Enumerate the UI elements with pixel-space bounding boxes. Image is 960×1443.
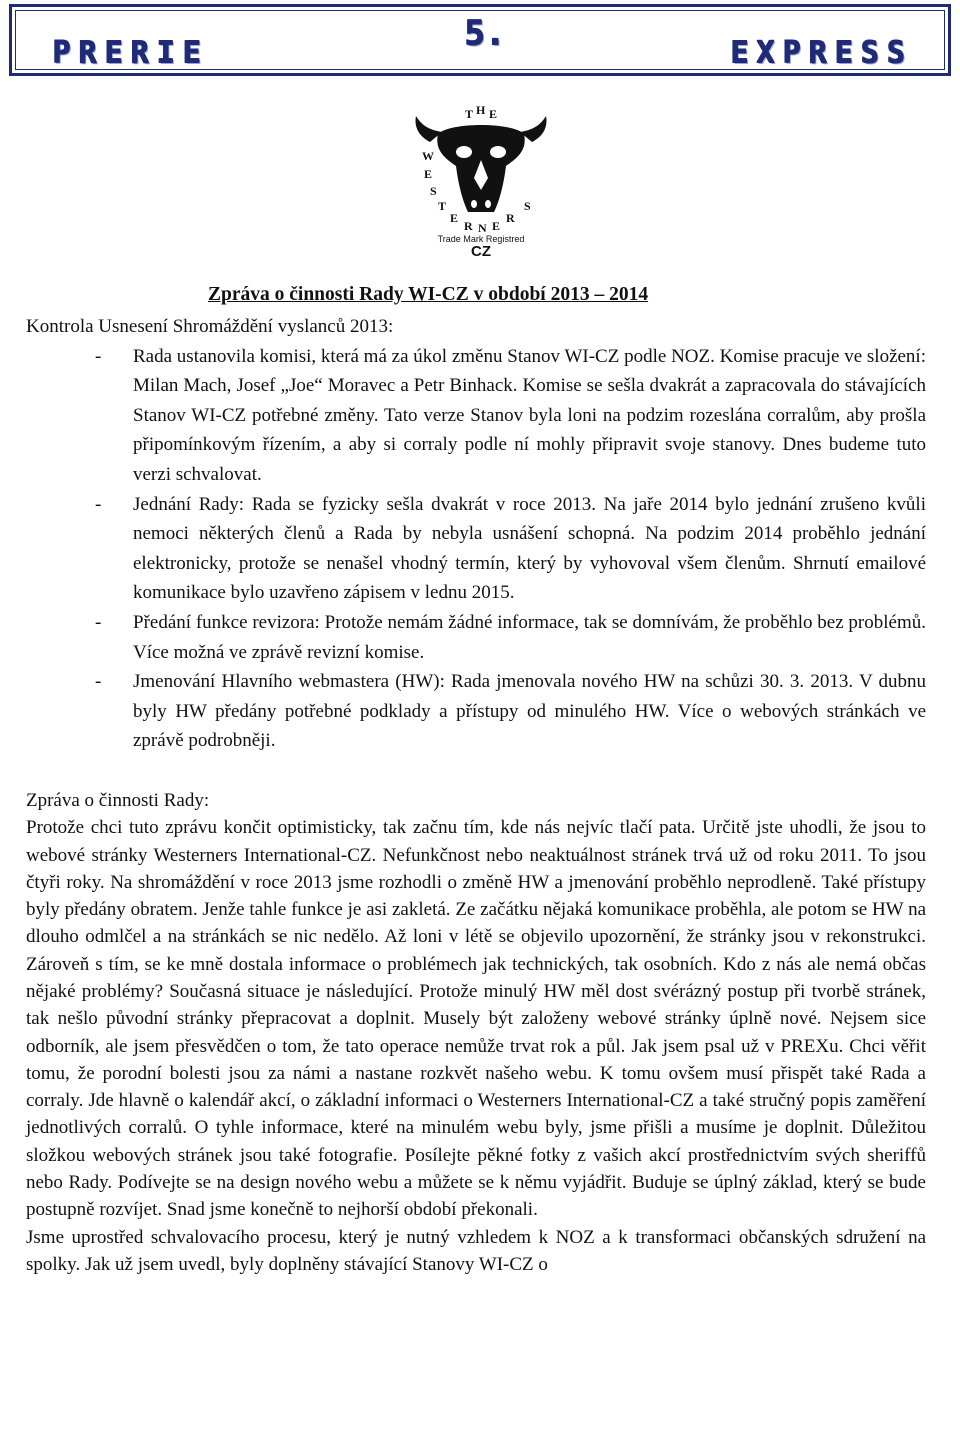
header-right-word: EXPRESS — [730, 35, 913, 70]
control-list — [26, 342, 926, 756]
svg-text:S: S — [524, 199, 531, 213]
westerners-logo — [408, 100, 554, 256]
list-item — [26, 667, 926, 756]
list-item-text: Rada ustanovila komisi, která má za úkol změnu Stanov WI-CZ podle NOZ. Komise pracuje ve složení: Milan Mach, Josef „Joe“ Moravec a Petr Binhack. Komise se sešla dvakrát a zapracovala do stávajících Stanov WI-CZ potřebné změny. Tato verze Stanov byla loni na podzim rozeslána corralům, aby prošla připomínkovým řízením, a aby si corraly podle ní mohly připravit svoje stanovy. Dnes budeme tuto verzi schvalovat. — [133, 345, 926, 485]
control-heading: Kontrola Usnesení Shromáždění vyslanců 2013: — [26, 316, 394, 337]
activity-heading: Zpráva o činnosti Rady: — [26, 789, 210, 811]
list-item-text: Jednání Rady: Rada se fyzicky sešla dvakrát v roce 2013. Na jaře 2014 bylo jednání zrušeno kvůli nemoci některých členů a Rada by nebyla usnášení schopná. Na podzim 2014 proběhlo jednání elektronicky, protože se nenašel vhodný termín, který by vyhovoval všem členům. Shrnutí emailové komunikace bylo uzavřeno zápisem v lednu 2015. — [133, 493, 926, 604]
svg-text:H: H — [476, 103, 486, 117]
svg-text:E: E — [492, 219, 501, 233]
activity-paragraph: Protože chci tuto zprávu končit optimisticky, tak začnu tím, kde nás nejvíc tlačí pata. Určitě jste uhodli, že jsou to webové stránky Westerners International-CZ. Nefunkčnost nebo neaktuálnost stránek trvá už od roku 2011. To jsou čtyři roky. Na shromáždění v roce 2013 jsme rozhodli o změně HW a jmenování proběhlo neprodleně. Také přístupy byly předány obratem. Jenže tahle funkce je asi zakletá. Ze začátku nějaká komunikace proběhla, ale potom se HW na dlouho odmlčel a na stránkách se nic nedělo. Až loni v létě se objevilo upozornění, že stránky jsou v rekonstrukci. Zároveň s tím, se ke mně dostala informace o problémech jak technických, tak osobních. Kdo z nás ale nemá občas nějaké problémy? Současná situace je následující. Protože minulý HW měl dost svérázný postup při tvorbě stránek, tak nešlo původní stránky přepracovat a doplnit. Musely být založeny webové stránky úplně nové. Nejsem sice odborník, ale jsem přesvědčen o tom, že tato operace nemůže trvat rok a půl. Jak jsem psal už v PREXu. Chci věřit tomu, že porodní bolesti jsou za námi a nastane rozkvět našeho webu. K tomu ovšem musí přispět také Rada a corraly. Jde hlavně o kalendář akcí, o základní informaci o Westerners International-CZ a také stručný popis zaměření jednotlivých corralů. O tyhle informace, které na minulém webu byly, jsme přišli a musíme je doplnit. Důležitou složkou webových stránek jsou také fotografie. Posílejte pěkné fotky z vašich akcí prostřednictvím svých sheriffů nebo Rady. Podívejte se na design nového webu a můžete se k němu vyjádřit. Buduje se úplný základ, který se bude postupně rozvíjet. Snad jsme konečně to nejhorší období překonali. — [26, 817, 926, 1221]
logo-trademark: Trade Mark Registred — [437, 234, 525, 244]
closing-paragraph: Jsme uprostřed schvalovacího procesu, který je nutný vzhledem k NOZ a k transformaci občanských sdružení na spolky. Jak už jsem uvedl, byly doplněny stávající Stanovy WI-CZ o — [26, 1226, 926, 1275]
newsletter-header — [9, 4, 951, 76]
list-item — [26, 490, 926, 608]
svg-text:S: S — [430, 184, 437, 198]
svg-text:E: E — [424, 167, 433, 181]
svg-text:W: W — [422, 149, 434, 163]
list-bullet: - — [95, 345, 102, 367]
list-bullet: - — [95, 611, 102, 633]
list-item-text: Předání funkce revizora: Protože nemám žádné informace, tak se domnívám, že proběhlo bez problémů. Více možná ve zprávě revizní komise. — [133, 611, 926, 663]
svg-text:E: E — [450, 211, 459, 225]
list-item-text: Jmenování Hlavního webmastera (HW): Rada jmenovala nového HW na schůzi 30. 3. 2013. V dubnu byly HW předány potřebné podklady a přístupy od minulého HW. Více o webových stránkách ve zprávě podrobněji. — [133, 671, 926, 752]
list-item — [26, 342, 926, 490]
report-body — [26, 312, 926, 1278]
list-item — [26, 608, 926, 667]
header-issue-number: 5. — [464, 13, 505, 53]
header-left-word: PRERIE — [52, 35, 209, 70]
svg-text:N: N — [478, 221, 487, 235]
svg-text:T: T — [465, 107, 474, 121]
logo-country: CZ — [471, 243, 491, 256]
list-bullet: - — [95, 671, 102, 693]
svg-text:E: E — [489, 107, 498, 121]
svg-text:T: T — [438, 199, 447, 213]
list-bullet: - — [95, 493, 102, 515]
report-title: Zpráva o činnosti Rady WI-CZ v období 2013 – 2014 — [208, 284, 649, 305]
svg-text:R: R — [506, 211, 515, 225]
svg-text:R: R — [464, 219, 473, 233]
